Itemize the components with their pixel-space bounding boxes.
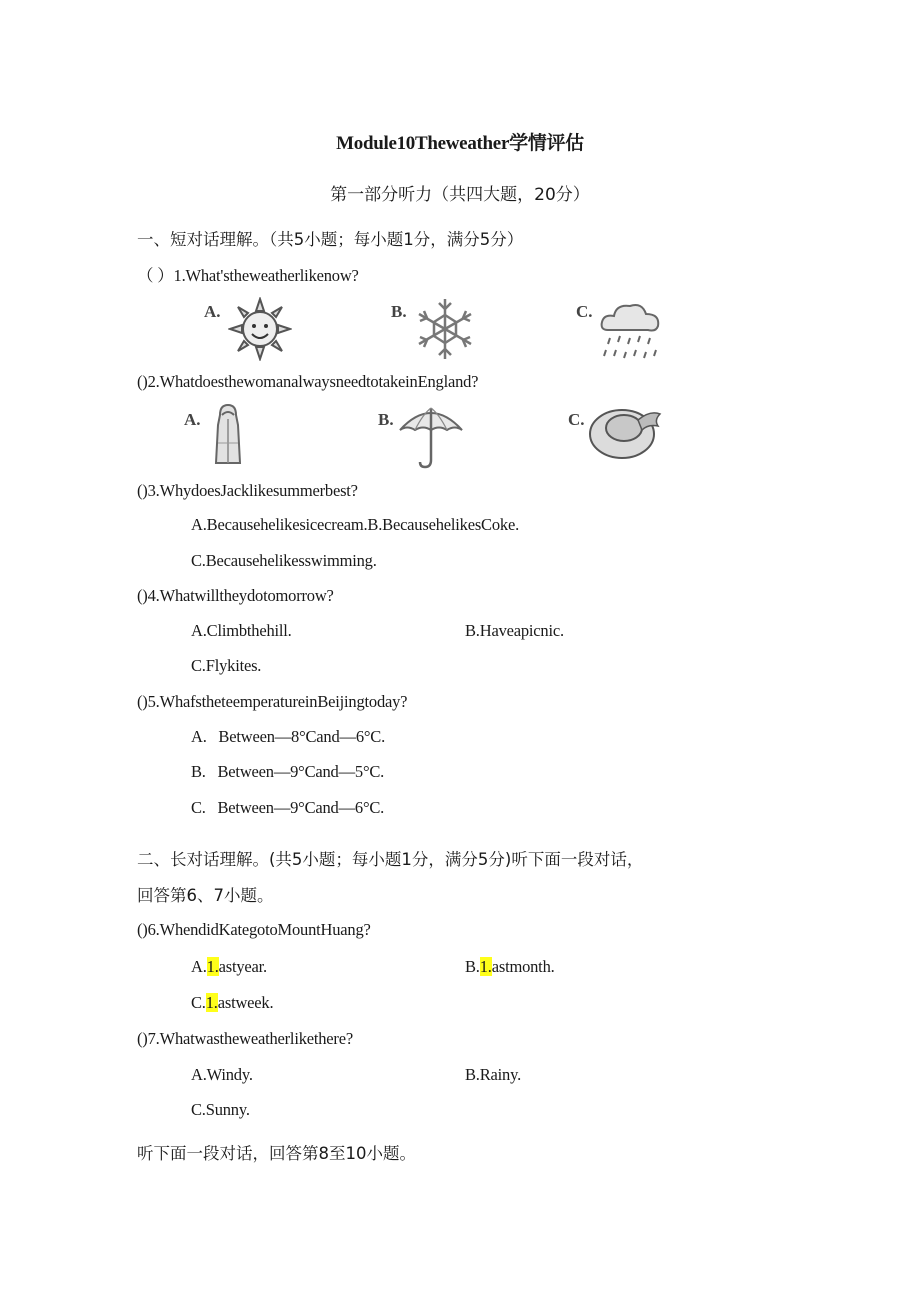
q5-option-a: A. Between—8°Cand—6°C. [191,727,385,746]
q1-option-c-label: C. [576,302,593,321]
q1-option-b-label: B. [391,302,407,321]
q6-b-prefix: B. [465,957,480,976]
q6-option-b [465,957,555,977]
question-7: ()7.Whatwastheweatherlikethere? [137,1029,353,1048]
page-title: Module10Theweather学情评估 [336,133,584,154]
raincoat-icon [212,403,244,469]
q4-option-c: C.Flykites. [191,656,262,675]
q6-c-prefix: C. [191,993,206,1012]
q5-option-b: B. Between—9°Cand—5°C. [191,762,385,781]
q4-option-a: A.Climbthehill. [191,621,292,640]
q2-option-a-label: A. [184,410,201,429]
q6-option-c [191,993,273,1013]
q7-option-c: C.Sunny. [191,1100,250,1119]
question-3: ()3.WhydoesJacklikesummerbest? [137,481,358,500]
q6-a-text: astyear. [218,957,267,976]
q6-option-a [191,957,267,977]
highlight-mark: 1. [205,993,218,1012]
section2-heading: 二、长对话理解。(共5小题；每小题1分，满分5分)听下面一段对话， [137,850,644,869]
sun-icon [228,297,292,361]
highlight-mark: 1. [206,957,219,976]
question-2: ()2.WhatdoesthewomanalwaysneedtotakeinEngland? [137,372,479,391]
highlight-mark: 1. [479,957,492,976]
listening-instruction: 听下面一段对话，回答第8至10小题。 [137,1144,416,1163]
part-heading: 第一部分听力（共四大题，20分） [330,185,590,205]
q7-option-a: A.Windy. [191,1065,253,1084]
question-1: （ ）1.What'stheweatherlikenow? [137,266,359,285]
section2-heading-line2: 回答第6、7小题。 [137,886,274,905]
q3-option-ab: A.Becausehelikesicecream.B.BecausehelikesCoke. [191,515,519,534]
snowflake-icon [414,297,476,361]
q7-option-b: B.Rainy. [465,1065,521,1084]
hat-icon [588,402,664,462]
question-5: ()5.WhafstheteemperatureinBeijingtoday? [137,692,408,711]
q2-option-c-label: C. [568,410,585,429]
rain-cloud-icon [598,298,662,364]
q4-option-b: B.Haveapicnic. [465,621,564,640]
q6-a-prefix: A. [191,957,207,976]
q6-c-text: astweek. [217,993,274,1012]
question-6: ()6.WhendidKategotoMountHuang? [137,920,371,939]
q2-option-b-label: B. [378,410,394,429]
q1-option-a-label: A. [204,302,221,321]
section1-heading: 一、短对话理解。（共5小题；每小题1分，满分5分） [137,230,524,249]
q6-b-text: astmonth. [491,957,555,976]
umbrella-icon [398,402,464,470]
q5-option-c: C. Between—9°Cand—6°C. [191,798,385,817]
q3-option-c: C.Becausehelikesswimming. [191,551,377,570]
question-4: ()4.Whatwilltheydotomorrow? [137,586,334,605]
